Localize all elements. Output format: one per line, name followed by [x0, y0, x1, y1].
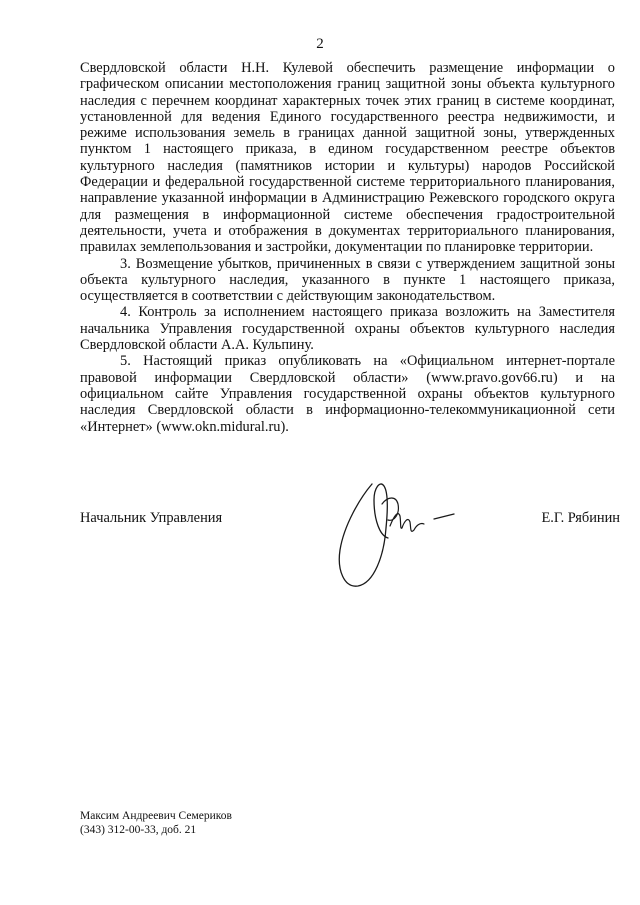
paragraph-item-5: 5. Настоящий приказ опубликовать на «Официальном интернет-портале правовой информации Свердловской области» (www.pravo.gov66.ru) и на официальном сайте Управления государственной охраны объектов культурного наследия Свердловской области в информационно-телекоммуникационной сети «Интернет» (www.okn.midural.ru). [80, 353, 615, 435]
executor-info [80, 810, 232, 837]
page-number: 2 [316, 36, 324, 52]
paragraph-item-4: 4. Контроль за исполнением настоящего приказа возложить на Заместителя начальника Управления государственной охраны объектов культурного наследия Свердловской области А.А. Кульпину. [80, 304, 615, 354]
paragraph-continuation: Свердловской области Н.Н. Кулевой обеспечить размещение информации о графическом описании местоположения границ защитной зоны объекта культурного наследия с перечнем координат характерных точек этих границ в системе координат, установленной для ведения Единого государственного реестра недвижимости, и режиме использования земель в границах данной защитной зоны, утвержденных пунктом 1 настоящего приказа, в едином государственном реестре объектов культурного наследия (памятников истории и культуры) народов Российской Федерации и федеральной государственной системе территориального планирования, направление указанной информации в Администрацию Режевского городского округа для размещения в информационной системе обеспечения градостроительной деятельности, учета и отображения в документах территориального планирования, правилах землепользования и застройки, документации по планировке территории. [80, 60, 615, 256]
signer-title: Начальник Управления [80, 510, 223, 526]
executor-name: Максим Андреевич Семериков [80, 810, 232, 822]
document-body [80, 60, 615, 435]
executor-phone: (343) 312-00-33, доб. 21 [80, 823, 197, 836]
paragraph-item-3: 3. Возмещение убытков, причиненных в связи с утверждением защитной зоны объекта культурного наследия, указанного в пункте 1 настоящего приказа, осуществляется в соответствии с действующим законодательством. [80, 255, 615, 305]
handwritten-signature [330, 470, 465, 595]
signer-name: Е.Г. Рябинин [541, 510, 620, 526]
